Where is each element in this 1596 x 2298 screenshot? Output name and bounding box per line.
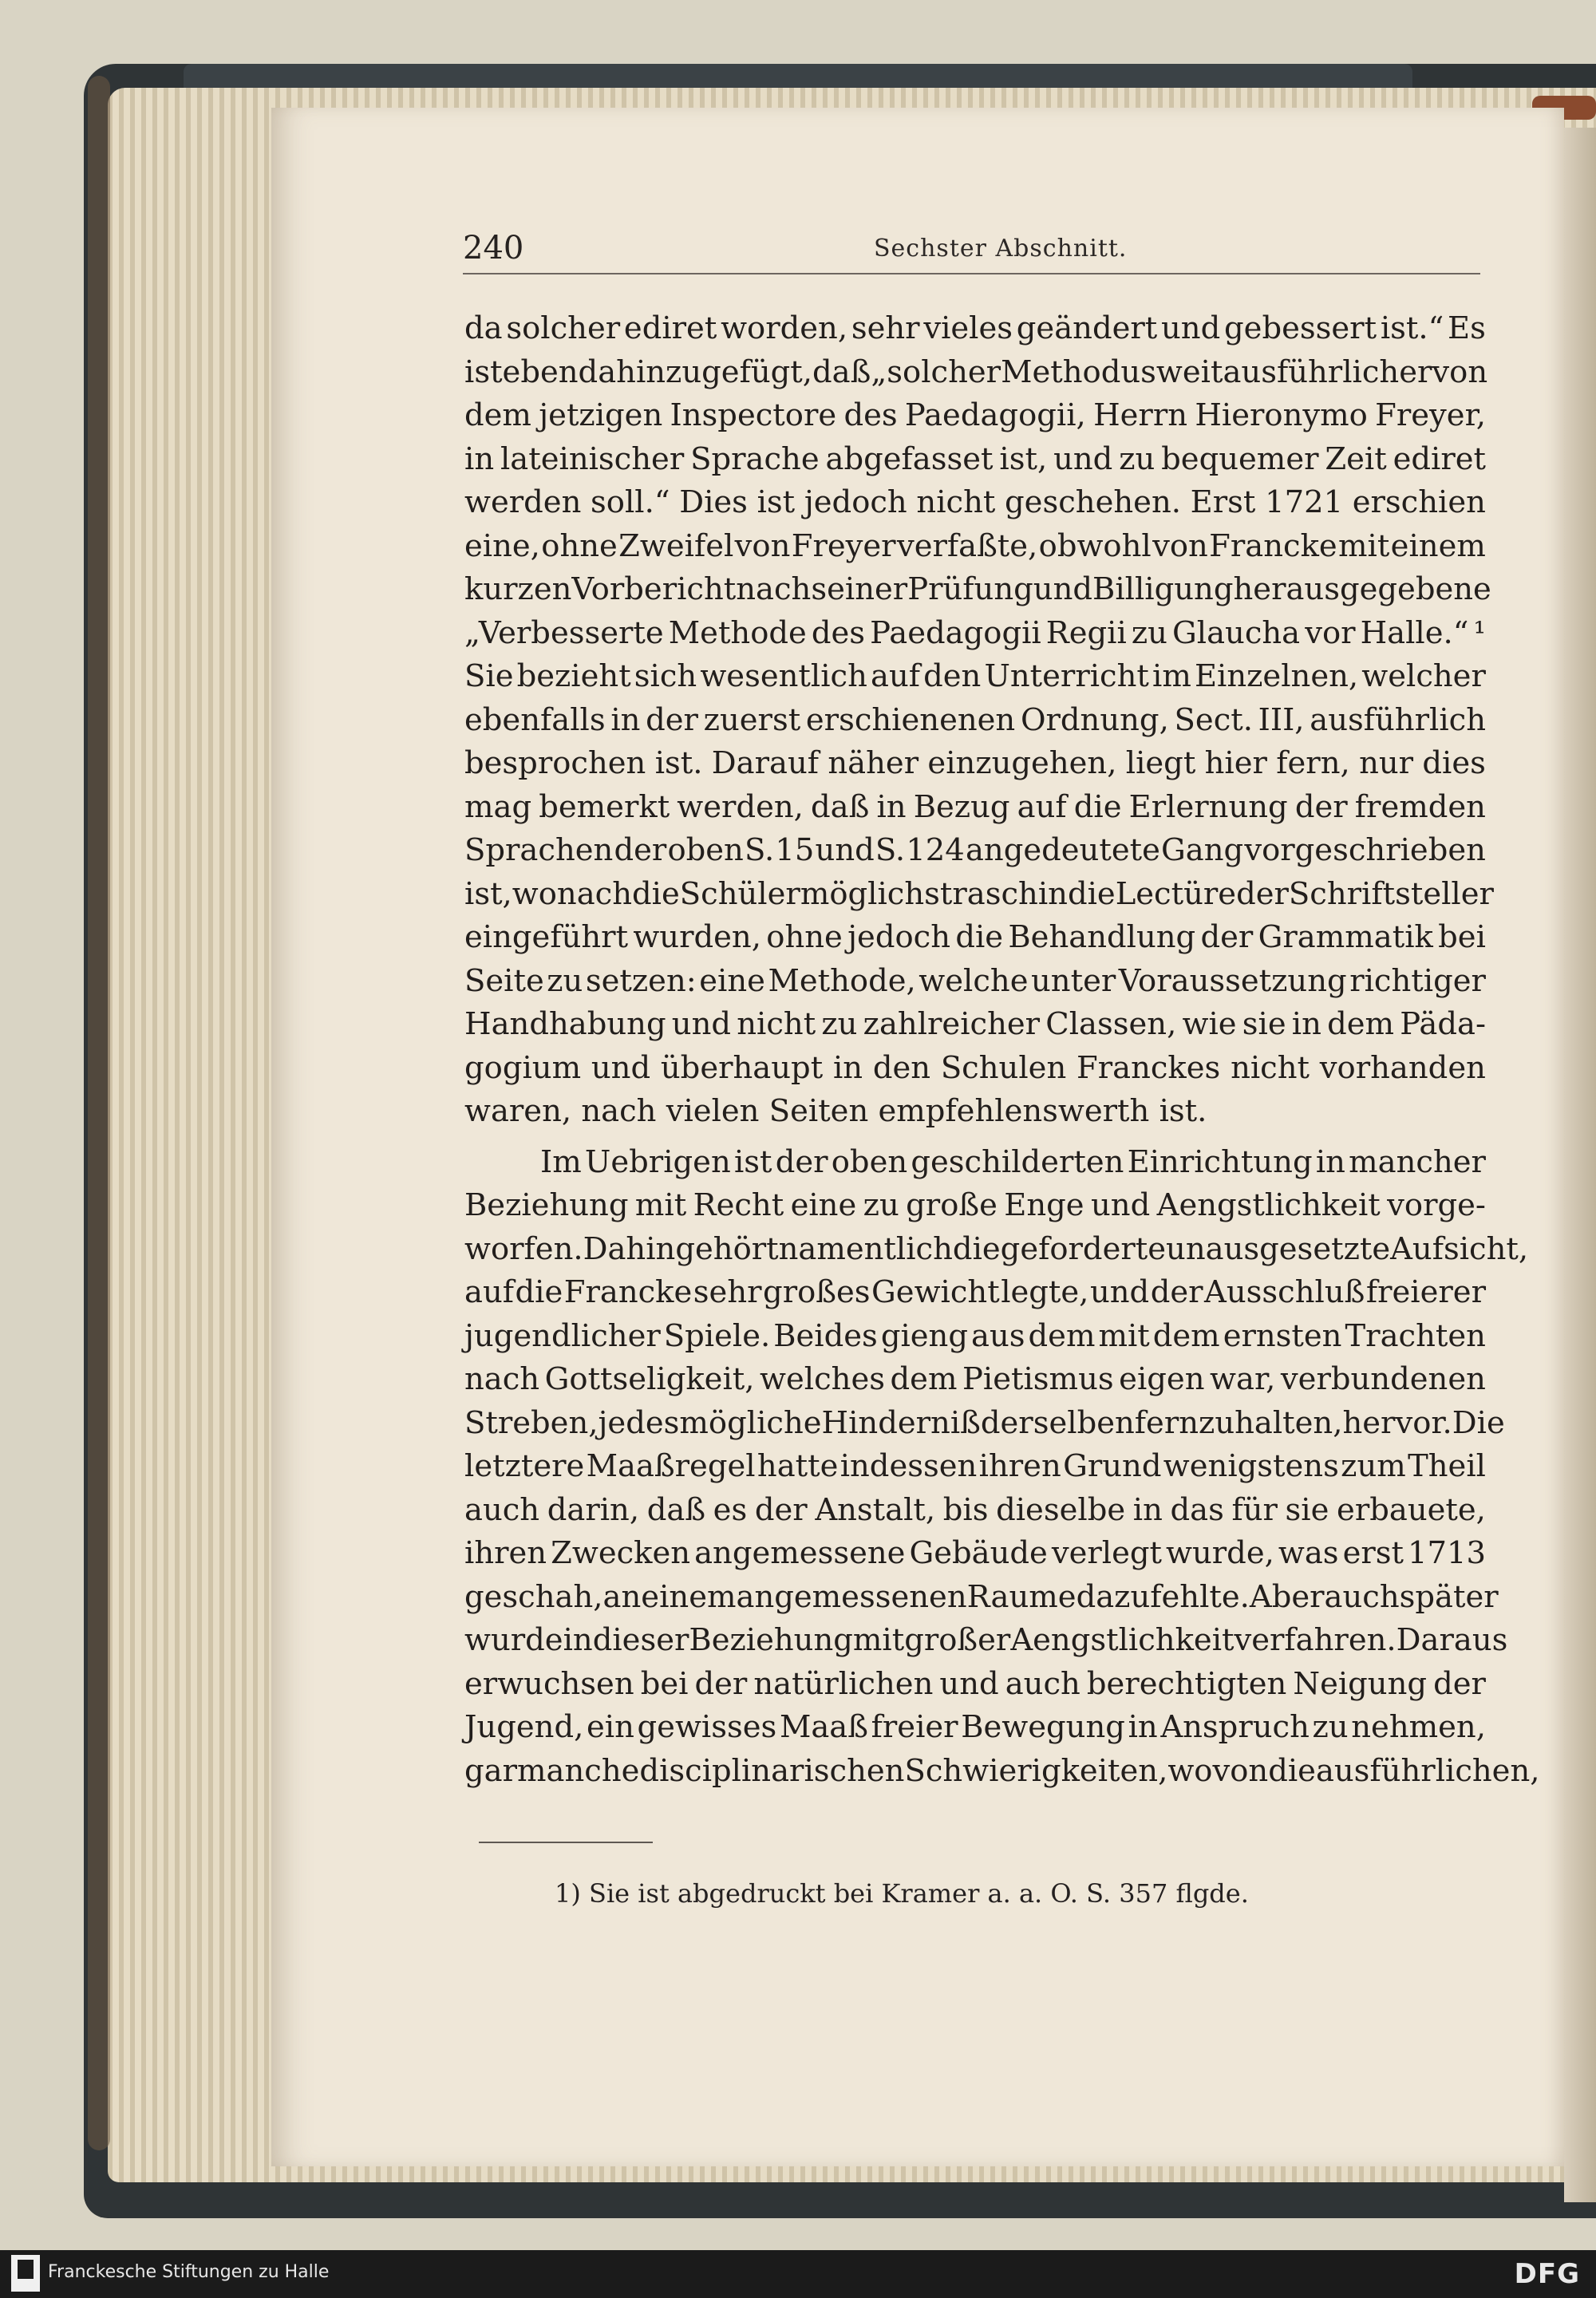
page-header [463, 230, 1484, 278]
viewer-footer-bar [0, 2250, 1596, 2298]
right-page-gutter [1564, 128, 1596, 2202]
footnote: 1) Sie ist abgedruckt bei Kramer a. a. O. S. 357 flgde. [555, 1878, 1249, 1909]
text-line: Handhabung und nicht zu zahlreicher Classen, wie sie in dem Päda- [464, 1006, 1486, 1042]
text-line: jugendlicher Spiele. Beides gieng aus dem mit dem ernsten Trachten [464, 1317, 1486, 1354]
text-line: dem jetzigen Inspectore des Paedagogii, Herrn Hieronymo Freyer, [464, 397, 1486, 433]
text-line: auch darin, daß es der Anstalt, bis dieselbe in das für sie erbauete, [464, 1491, 1486, 1528]
body-text [464, 307, 1540, 1793]
text-line: geschah, an einem angemessenen Raume dazu fehlte. Aber auch später [464, 1578, 1499, 1615]
footnote-rule [479, 1842, 653, 1843]
text-line: worfen. Dahin gehört namentlich die geforderte unausgesetzte Aufsicht, [464, 1230, 1529, 1267]
text-line: auf die Francke sehr großes Gewicht legte, und der Ausschluß freierer [464, 1274, 1486, 1310]
text-line: erwuchsen bei der natürlichen und auch berechtigten Neigung der [464, 1665, 1486, 1702]
text-line: da solcher ediret worden, sehr vieles geändert und gebessert ist.“ Es [464, 310, 1486, 346]
text-line: gar manche disciplinarischen Schwierigkeiten, wovon die ausführlichen, [464, 1752, 1540, 1789]
text-line: eine, ohne Zweifel von Freyer verfaßte, obwohl von Francke mit einem [464, 527, 1486, 564]
text-line: in lateinischer Sprache abgefasset ist, und zu bequemer Zeit ediret [464, 440, 1486, 477]
text-line: mag bemerkt werden, daß in Bezug auf die Erlernung der fremden [464, 788, 1486, 825]
text-line: nach Gottseligkeit, welches dem Pietismus eigen war, verbundenen [464, 1361, 1486, 1397]
text-line: wurde in dieser Beziehung mit großer Aengstlichkeit verfahren. Daraus [464, 1622, 1508, 1658]
text-line: Im Uebrigen ist der oben geschilderten Einrichtung in mancher [540, 1143, 1486, 1180]
text-line: ist ebenda hinzugefügt, daß „solcher Methodus weit ausführlicher von [464, 353, 1488, 390]
text-line: ihren Zwecken angemessene Gebäude verlegt wurde, was erst 1713 [464, 1535, 1486, 1571]
text-line: Sprachen der oben S. 15 und S. 124 angedeutete Gang vorgeschrieben [464, 832, 1486, 868]
text-line: ist, wonach die Schüler möglichst rasch in die Lectüre der Schriftsteller [464, 875, 1494, 912]
header-rule [463, 273, 1480, 274]
paragraph-2 [464, 1141, 1540, 1794]
text-line: Jugend, ein gewisses Maaß freier Bewegung in Anspruch zu nehmen, [464, 1709, 1486, 1745]
text-line: gogium und überhaupt in den Schulen Franckes nicht vorhanden [464, 1049, 1486, 1086]
text-line: letztere Maaßregel hatte indessen ihren Grund wenigstens zum Theil [464, 1448, 1486, 1484]
running-head: Sechster Abschnitt. [874, 235, 1128, 263]
institution-name: Franckesche Stiftungen zu Halle [48, 2262, 330, 2282]
text-line: eingeführt wurden, ohne jedoch die Behandlung der Grammatik bei [464, 919, 1486, 955]
text-line: Seite zu setzen: eine Methode, welche unter Voraussetzung richtiger [464, 962, 1486, 999]
text-line: Sie bezieht sich wesentlich auf den Unterricht im Einzelnen, welcher [464, 658, 1486, 694]
text-line: werden soll.“ Dies ist jedoch nicht geschehen. Erst 1721 erschien [464, 484, 1486, 520]
text-line: ebenfalls in der zuerst erschienenen Ordnung, Sect. III, ausführlich [464, 701, 1486, 738]
paragraph-1 [464, 307, 1494, 1134]
dfg-logo: DFG [1514, 2258, 1580, 2290]
page-number: 240 [463, 230, 524, 267]
text-line: besprochen ist. Darauf näher einzugehen, liegt hier fern, nur dies [464, 745, 1486, 781]
text-line: „Verbesserte Methode des Paedagogii Regii zu Glaucha vor Halle.“ ¹ [464, 614, 1486, 651]
cover-wear [88, 76, 110, 2150]
library-logo-icon [11, 2255, 40, 2292]
text-line: Streben, jedes mögliche Hinderniß derselben fernzuhalten, hervor. Die [464, 1404, 1505, 1441]
text-line: waren, nach vielen Seiten empfehlenswerth ist. [464, 1093, 1207, 1129]
text-line: Beziehung mit Recht eine zu große Enge und Aengstlichkeit vorge- [464, 1187, 1486, 1223]
text-line: kurzen Vorbericht nach seiner Prüfung und Billigung herausgegebene [464, 571, 1491, 607]
